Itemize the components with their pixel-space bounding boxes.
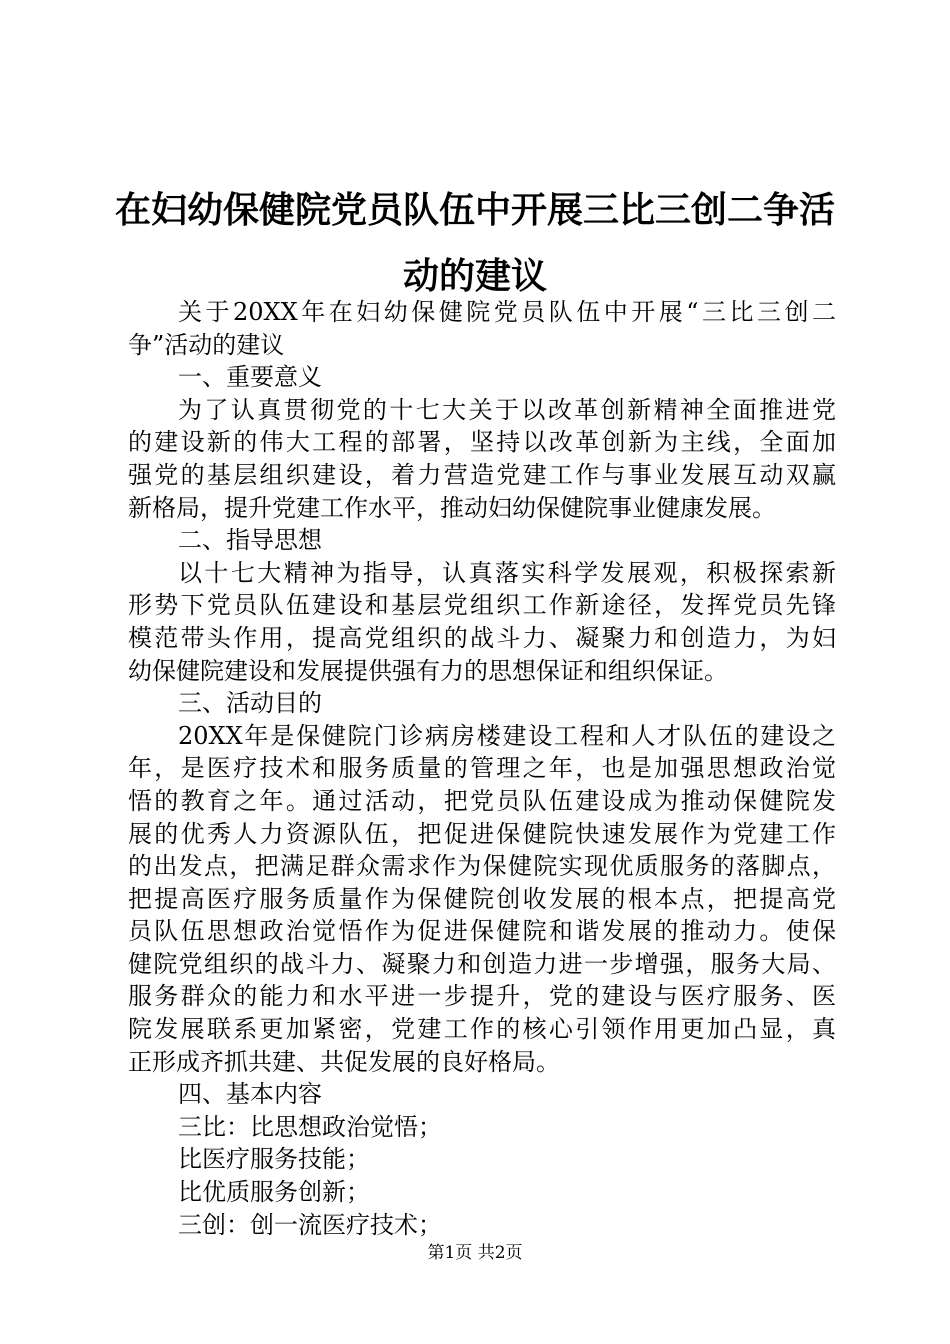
page-footer: 第1页 共2页 [427,1243,523,1263]
text-line: 二、指导思想 [178,526,322,555]
text-line: 健院党组织的战斗力、凝聚力和创造力进一步增强，服务大局、 [128,949,836,978]
text-line: 关于20XX年在妇幼保健院党员队伍中开展“三比三创二 [178,298,836,326]
text-line: 三比：比思想政治觉悟； [178,1112,442,1141]
text-line: 正形成齐抓共建、共促发展的良好格局。 [128,1047,560,1076]
text-line: 形势下党员队伍建设和基层党组织工作新途径，发挥党员先锋 [128,591,836,620]
text-line: 为了认真贯彻党的十七大关于以改革创新精神全面推进党 [178,395,836,424]
text-line: 员队伍思想政治觉悟作为促进保健院和谐发展的推动力。使保 [128,917,836,946]
document-body [128,296,836,1241]
text-line: 年，是医疗技术和服务质量的管理之年，也是加强思想政治觉 [128,754,836,783]
text-line: 比医疗服务技能； [178,1145,370,1174]
text-line: 服务群众的能力和水平进一步提升，党的建设与医疗服务、医 [128,982,836,1011]
title-line-1: 在妇幼保健院党员队伍中开展三比三创二争活 [114,190,835,231]
text-line: 把提高医疗服务质量作为保健院创收发展的根本点，把提高党 [128,884,836,913]
text-line: 强党的基层组织建设，着力营造党建工作与事业发展互动双赢 [128,460,836,489]
text-line: 四、基本内容 [178,1080,322,1109]
text-line: 悟的教育之年。通过活动，把党员队伍建设成为推动保健院发 [128,786,836,815]
text-line: 以十七大精神为指导，认真落实科学发展观，积极探索新 [178,558,836,587]
text-line: 幼保健院建设和发展提供强有力的思想保证和组织保证。 [128,656,728,685]
text-line: 的建设新的伟大工程的部署，坚持以改革创新为主线，全面加 [128,428,836,457]
text-line: 争”活动的建议 [128,330,285,359]
text-line: 比优质服务创新； [178,1178,370,1207]
text-line: 一、重要意义 [178,363,322,392]
text-line: 三、活动目的 [178,689,322,718]
text-line: 模范带头作用，提高党组织的战斗力、凝聚力和创造力，为妇 [128,623,836,652]
title-line-2: 动的建议 [402,256,547,297]
text-line: 院发展联系更加紧密，党建工作的核心引领作用更加凸显，真 [128,1015,836,1044]
text-line: 的出发点，把满足群众需求作为保健院实现优质服务的落脚点， [128,852,836,881]
document-title [110,178,840,310]
text-line: 展的优秀人力资源队伍，把促进保健院快速发展作为党建工作 [128,819,836,848]
text-line: 新格局，提升党建工作水平，推动妇幼保健院事业健康发展。 [128,493,776,522]
text-line: 20XX年是保健院门诊病房楼建设工程和人才队伍的建设之 [178,721,836,750]
text-line: 三创：创一流医疗技术； [178,1210,442,1239]
